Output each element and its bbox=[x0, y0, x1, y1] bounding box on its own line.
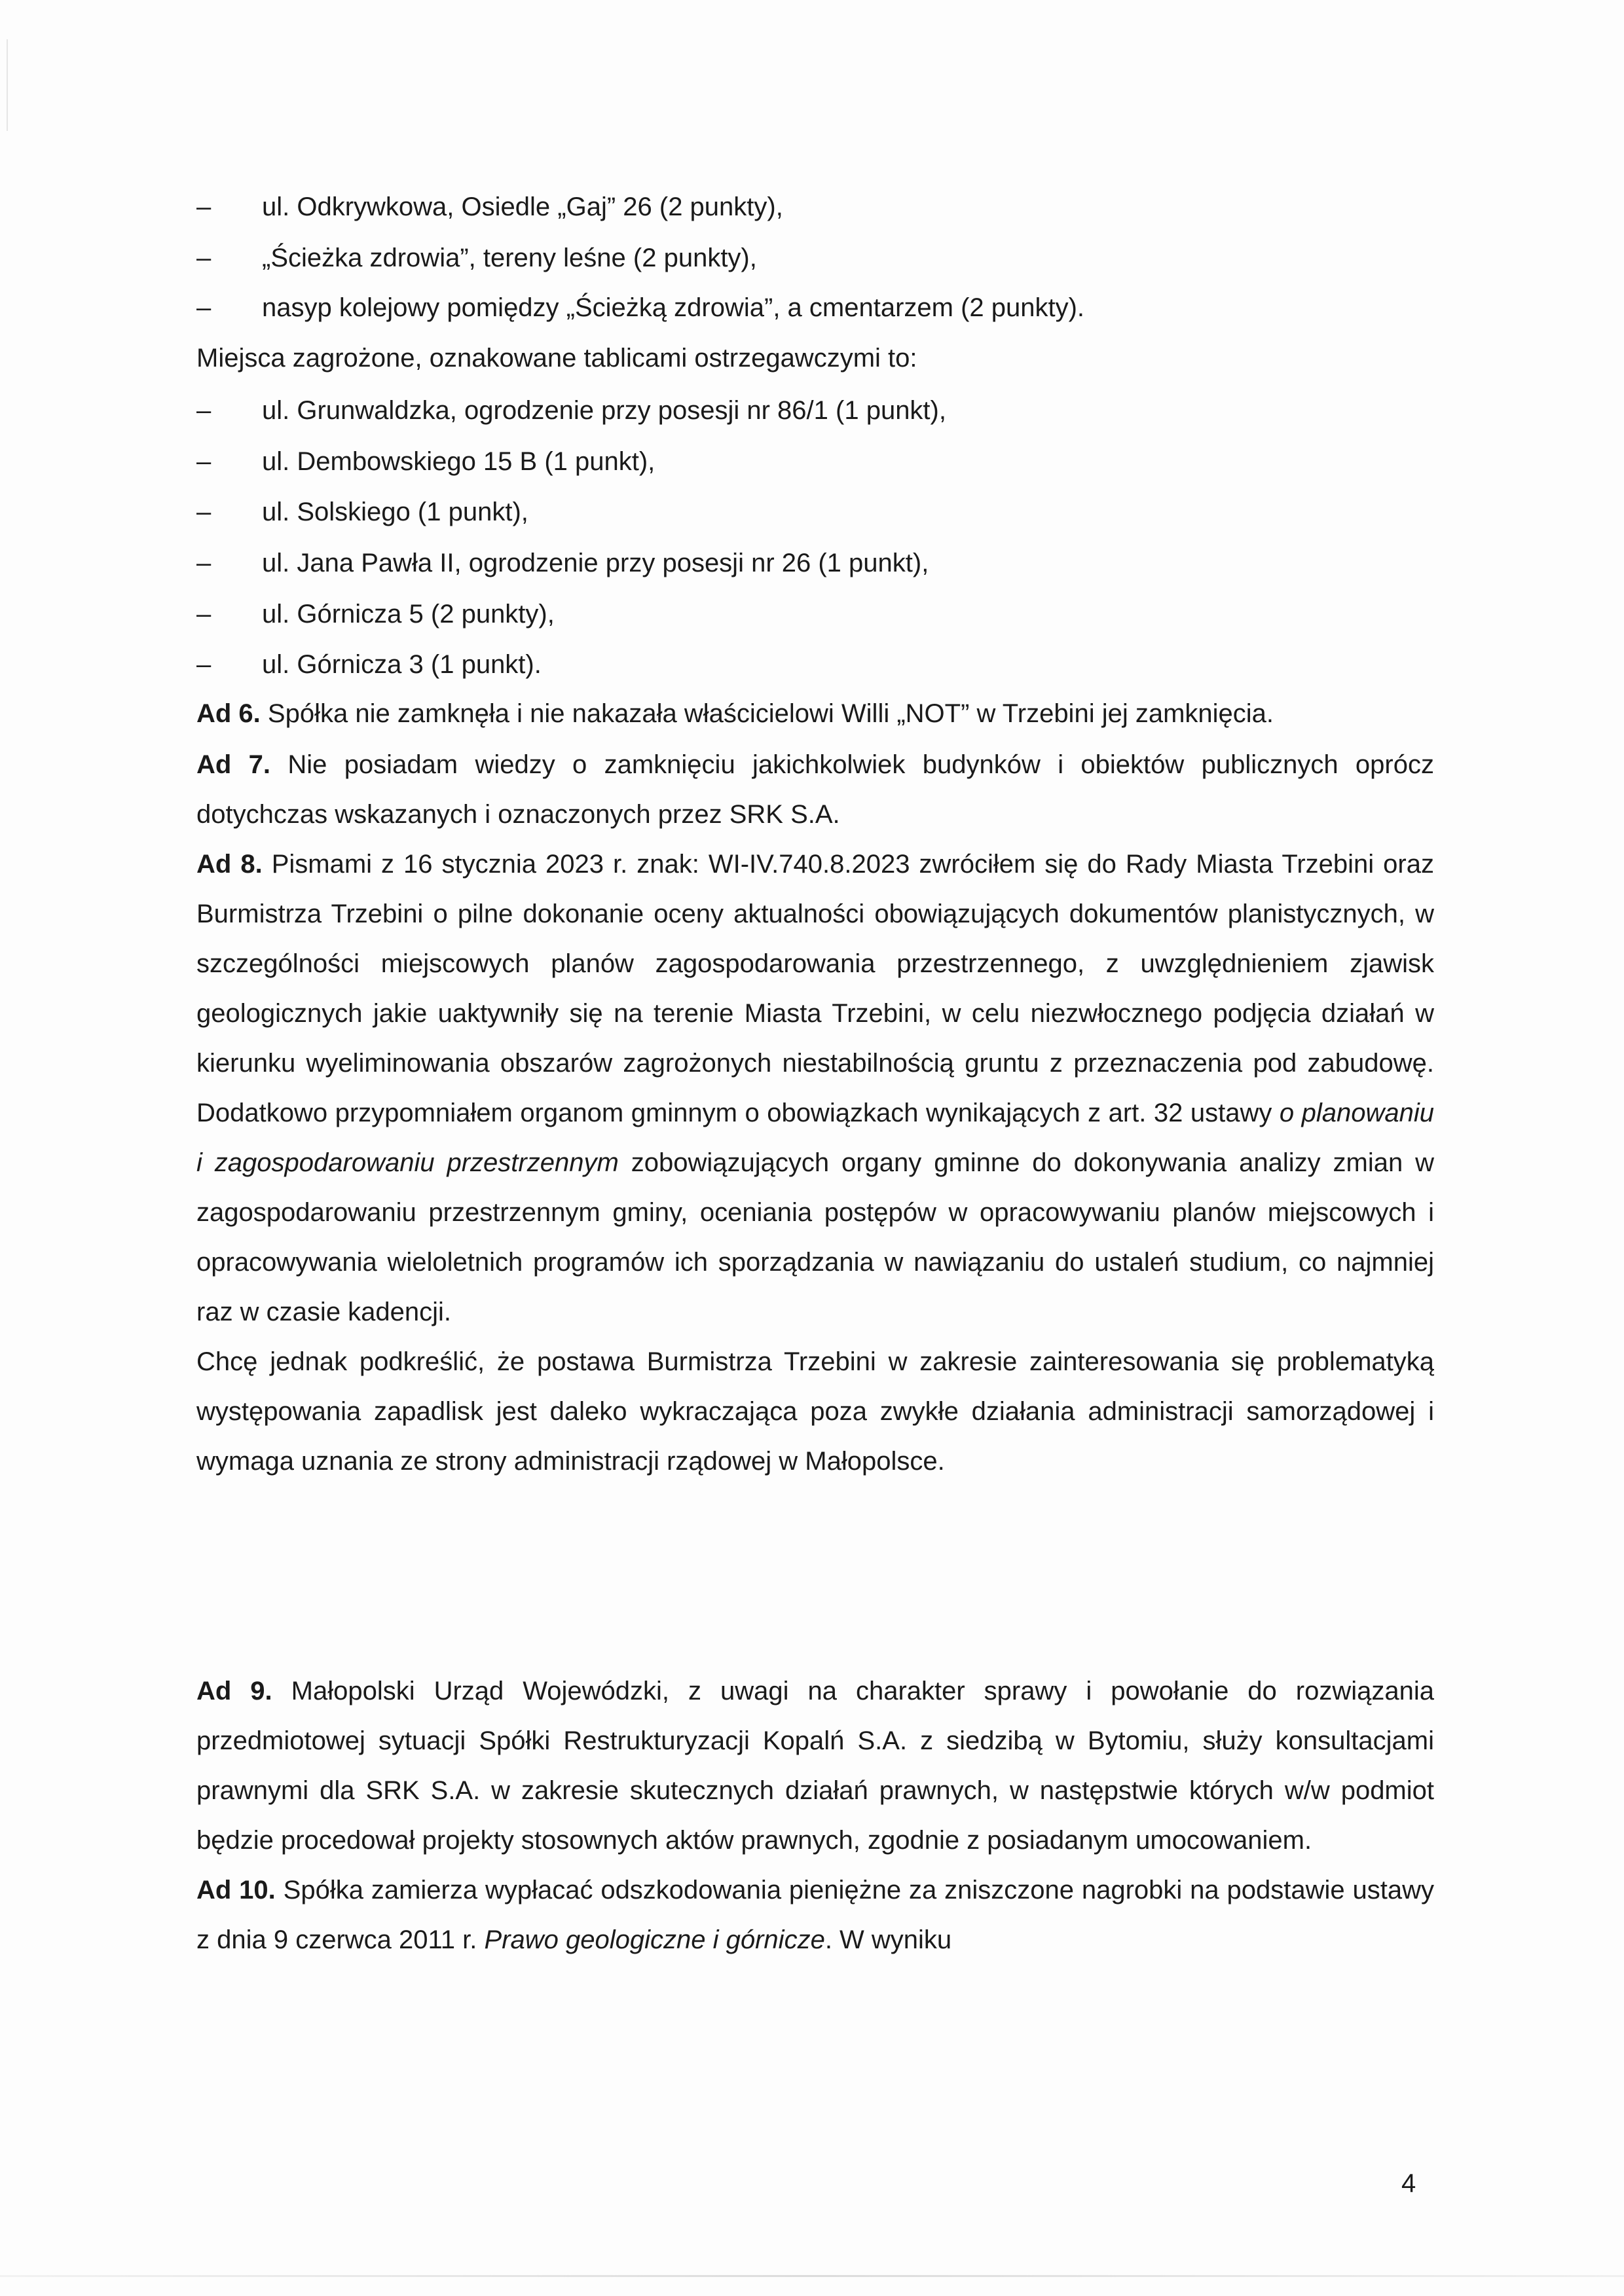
list-dash: – bbox=[196, 293, 212, 322]
list-item-text: ul. Górnicza 3 (1 punkt). bbox=[262, 650, 542, 679]
ad9-text: Małopolski Urząd Wojewódzki, z uwagi na charakter sprawy i powołanie do rozwiązania przedmiotowej sytuacji Spółki Restrukturyzacji Kopalń S.A. z siedzibą w Bytomiu, służy konsultacjami prawnymi dla SRK S.A. w zakresie skutecznych działań prawnych, w następstwie których w/w podmiot będzie procedował projekty stosownych aktów prawnych, zgodnie z posiadanym umocowaniem. bbox=[196, 1677, 1434, 1855]
ad7-label: Ad 7. bbox=[196, 750, 271, 779]
scan-edge-bottom bbox=[0, 2275, 1624, 2277]
ad8-text-2: zobowiązujących organy gminne do dokonywania analizy zmian w zagospodarowaniu przestrzennym gminy, oceniania postępów w opracowywaniu planów miejscowych i opracowywania wieloletnich programów ich sporządzania w nawiązaniu do ustaleń studium, co najmniej raz w czasie kadencji. bbox=[196, 1148, 1434, 1326]
ad6-label: Ad 6. bbox=[196, 699, 261, 728]
ad8-paragraph bbox=[196, 839, 1434, 1337]
ad8-act-title: o planowaniu i zagospodarowaniu przestrzennym bbox=[196, 1099, 1434, 1177]
list-item-text: ul. Grunwaldzka, ogrodzenie przy posesji nr 86/1 (1 punkt), bbox=[262, 396, 946, 425]
page-number: 4 bbox=[1401, 2169, 1416, 2198]
main-paragraphs bbox=[196, 740, 1434, 1486]
ad10-text-2: . W wyniku bbox=[824, 1925, 952, 1954]
ad8-label: Ad 8. bbox=[196, 850, 263, 879]
ad8-text-1: Pismami z 16 stycznia 2023 r. znak: WI-IV.740.8.2023 zwróciłem się do Rady Miasta Trzebini oraz Burmistrza Trzebini o pilne dokonanie oceny aktualności obowiązujących dokumentów planistycznych, w szczególności miejscowych planów zagospodarowania przestrzennego, z uwzględnieniem zjawisk geologicznych jakie uaktywniły się na terenie Miasta Trzebini, w celu niezwłocznego podjęcia działań w kierunku wyeliminowania obszarów zagrożonych niestabilnością gruntu z przeznaczenia pod zabudowę. Dodatkowo przypomniałem organom gminnym o obowiązkach wynikających z art. 32 ustawy bbox=[196, 850, 1434, 1127]
list-dash: – bbox=[196, 650, 212, 679]
list-dash: – bbox=[196, 549, 212, 577]
list-item-text: nasyp kolejowy pomiędzy „Ścieżką zdrowia”, a cmentarzem (2 punkty). bbox=[262, 293, 1085, 322]
list-item-text: ul. Górnicza 5 (2 punkty), bbox=[262, 600, 555, 629]
list-dash: – bbox=[196, 498, 212, 526]
scan-edge-left bbox=[7, 39, 8, 131]
list-dash: – bbox=[196, 447, 212, 476]
list-dash: – bbox=[196, 192, 212, 221]
list-item-text: ul. Solskiego (1 punkt), bbox=[262, 498, 528, 526]
final-paragraphs bbox=[196, 1666, 1434, 1965]
list-dash: – bbox=[196, 396, 212, 425]
list-dash: – bbox=[196, 600, 212, 629]
ad10-label: Ad 10. bbox=[196, 1876, 276, 1904]
list-item-text: ul. Dembowskiego 15 B (1 punkt), bbox=[262, 447, 655, 476]
ad7-text: Nie posiadam wiedzy o zamknięciu jakichkolwiek budynków i obiektów publicznych oprócz dotychczas wskazanych i oznaczonych przez SRK S.A. bbox=[196, 750, 1434, 829]
ad10-act-title: Prawo geologiczne i górnicze bbox=[484, 1925, 825, 1954]
ad6-paragraph bbox=[196, 694, 1434, 733]
ad9-label: Ad 9. bbox=[196, 1677, 272, 1705]
list-intro: Miejsca zagrożone, oznakowane tablicami ostrzegawczymi to: bbox=[196, 344, 917, 373]
ad7-paragraph bbox=[196, 740, 1434, 839]
ad6-text: Spółka nie zamknęła i nie nakazała właścicielowi Willi „NOT” w Trzebini jej zamknięcia. bbox=[267, 699, 1274, 728]
list-item-text: ul. Odkrywkowa, Osiedle „Gaj” 26 (2 punkty), bbox=[262, 192, 783, 221]
list-dash: – bbox=[196, 244, 212, 272]
list-item-text: ul. Jana Pawła II, ogrodzenie przy posesji nr 26 (1 punkt), bbox=[262, 549, 929, 577]
ad9-paragraph bbox=[196, 1666, 1434, 1865]
list-item-text: „Ścieżka zdrowia”, tereny leśne (2 punkty), bbox=[262, 244, 757, 272]
emphasis-paragraph: Chcę jednak podkreślić, że postawa Burmistrza Trzebini w zakresie zainteresowania się problematyką występowania zapadlisk jest daleko wykraczająca poza zwykłe działania administracji samorządowej i wymaga uznania ze strony administracji rządowej w Małopolsce. bbox=[196, 1347, 1434, 1476]
ad10-text-1: Spółka zamierza wypłacać odszkodowania pieniężne za zniszczone nagrobki na podstawie ustawy z dnia 9 czerwca 2011 r. bbox=[196, 1876, 1434, 1954]
ad10-paragraph bbox=[196, 1865, 1434, 1965]
